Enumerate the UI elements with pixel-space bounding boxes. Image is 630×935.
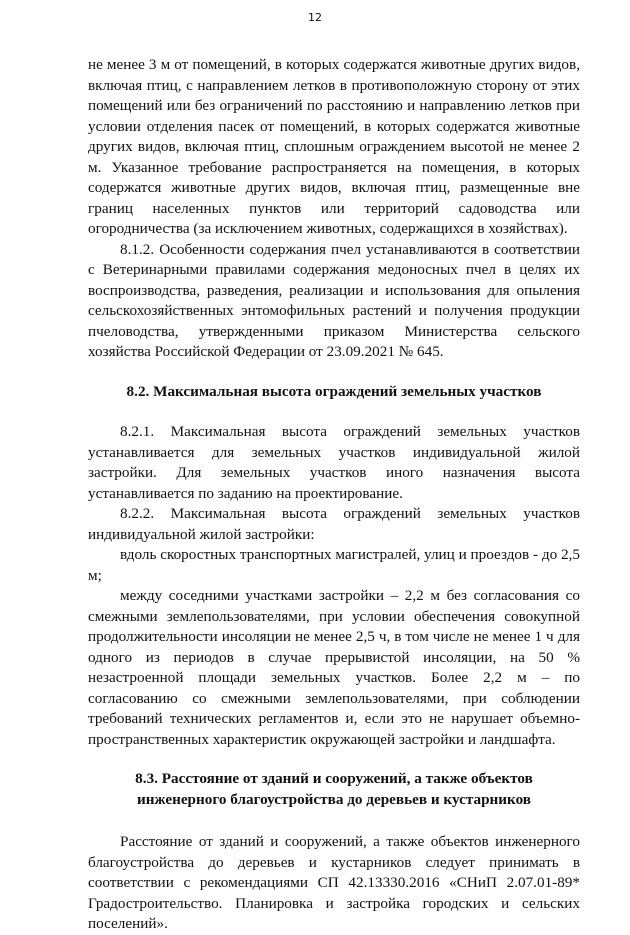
- section-heading-8-2: 8.2. Максимальная высота ограждений земельных участков: [126, 382, 542, 400]
- section-heading-8-3: [88, 769, 580, 810]
- paragraph-fence-highways: вдоль скоростных транспортных магистралей, улиц и проездов - до 2,5 м;: [88, 546, 580, 584]
- paragraph-8-3: Расстояние от зданий и сооружений, а также объектов инженерного благоустройства до деревьев и кустарников следует принимать в соответствии с рекомендациями СП 42.13330.2016 «СНиП 2.07.01-89* Градостроительство. Планировка и застройка городских и сельских поселений».: [88, 833, 580, 932]
- document-body: [88, 55, 580, 935]
- section-heading-8-3-line2: инженерного благоустройства до деревьев и кустарников: [137, 790, 531, 808]
- page-number: 12: [308, 11, 322, 24]
- section-heading-8-3-line1: 8.3. Расстояние от зданий и сооружений, а также объектов: [135, 770, 533, 787]
- paragraph-continuation: не менее 3 м от помещений, в которых содержатся животные других видов, включая птиц, с направлением летков в противоположную сторону от этих помещений или без ограничений по расстоянию и направлению летков при условии отделения пасек от помещений, в которых содержатся животные других видов, включая птиц, сплошным ограждением высотой не менее 2 м. Указанное требование распространяется на помещения, в которых содержатся животные других видов, включая птиц, размещенные вне границ населенных пунктов или территорий садоводства или огородничества (за исключением животных, содержащихся в хозяйствах).: [88, 56, 580, 237]
- paragraph-fence-neighbors: между соседними участками застройки – 2,2 м без согласования со смежными землепользователями, при условии обеспечения совокупной продолжительности инсоляции не менее 2,5 ч, в том числе не менее 1 ч для одного из периодов в случае прерывистой инсоляции, на 50 % незастроенной площади земельных участков. Более 2,2 м – по согласованию со смежными землепользователями, при соблюдении требований технических регламентов и, если это не нарушает объемно-пространственных характеристик окружающей застройки и ландшафта.: [88, 587, 580, 748]
- paragraph-8-2-2: 8.2.2. Максимальная высота ограждений земельных участков индивидуальной жилой застройки:: [88, 505, 580, 543]
- paragraph-8-1-2: 8.1.2. Особенности содержания пчел устанавливаются в соответствии с Ветеринарными правилами содержания медоносных пчел в целях их воспроизводства, разведения, реализации и использования для опыления сельскохозяйственных энтомофильных растений и получения продукции пчеловодства, утвержденными приказом Министерства сельского хозяйства Российской Федерации от 23.09.2021 № 645.: [88, 240, 580, 360]
- paragraph-8-2-1: 8.2.1. Максимальная высота ограждений земельных участков устанавливается для земельных участков индивидуальной жилой застройки. Для земельных участков иного назначения высота устанавливается по заданию на проектирование.: [88, 423, 580, 502]
